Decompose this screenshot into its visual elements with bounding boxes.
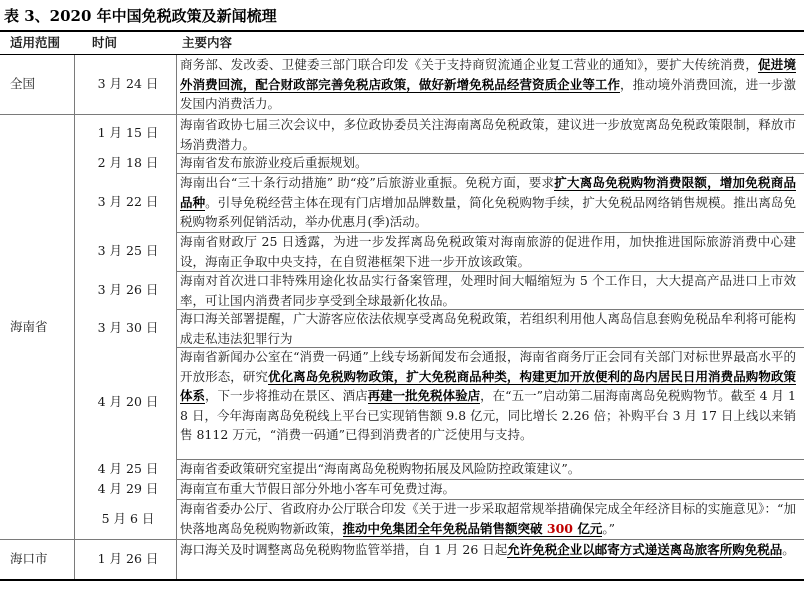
header-time: 时间 [92,35,118,50]
row-date: 1 月 26 日 [97,551,159,566]
row-content: 海南省新闻办公室在“消费一码通”上线专场新闻发布会通报，海南省商务厅正会同有关部门对标世界最高水平的开放形态，研究优化离岛免税购物政策，扩大免税商品种类，构建更加开放便利的岛内居民日用消费品购物政策体系，下一步将推动在景区、酒店再建一批免税体验店，在“五一”启动第二届海南离岛免税购物节。截至 4 月 18 日，今年海南离岛免税线上平台已实现销售额 9.8 亿元，同比增长 2.26 倍；补购平台 3 月 17 日上线以来销售 8112 万元，“消费一码通”已得到消费者的广泛使用与支持。 [180,349,796,442]
row-date: 5 月 6 日 [101,511,155,526]
row-content: 商务部、发改委、卫健委三部门联合印发《关于支持商贸流通企业复工营业的通知》，要扩大传统消费，促进境外消费回流，配合财政部完善免税店政策，做好新增免税品经营资质企业等工作，推动境外消费回流，进一步激发国内消费活力。 [180,57,796,111]
row-content: 海南省委政策研究室提出“海南离岛免税购物拓展及风险防控政策建议”。 [180,461,581,476]
row-content: 海口海关及时调整离岛免税购物监管举措，自 1 月 26 日起允许免税企业以邮寄方式递送离岛旅客所购免税品。 [180,542,795,557]
row-date: 3 月 22 日 [97,194,159,209]
row-date: 4 月 20 日 [97,394,159,409]
row-date: 3 月 30 日 [97,320,159,335]
row-content: 海南出台“三十条行动措施” 助“疫”后旅游业重振。免税方面，要求扩大离岛免税购物消费限额，增加免税商品品种。引导免税经营主体在现有门店增加品牌数量，简化免税购物手续，扩大免税品网络销售规模。推出离岛免税购物系列促销活动，举办优惠月(季)活动。 [180,175,796,229]
row-date: 3 月 26 日 [97,282,159,297]
row-content: 海南省发布旅游业疫后重振规划。 [180,155,368,170]
col-divider-1 [74,540,75,579]
table-bottom-rule [0,579,804,581]
row-date: 1 月 15 日 [97,125,159,140]
row-content: 海南省财政厅 25 日透露，为进一步发挥离岛免税政策对海南旅游的促进作用，加快推进国际旅游消费中心建设，海南正争取中央支持，在自贸港框架下进一步开放该政策。 [180,234,796,269]
col-divider-2 [176,540,177,579]
col-divider-2 [176,55,177,539]
region-hainan: 海南省 [10,319,48,334]
row-content: 海南宣布重大节假日部分外地小客车可免费过海。 [180,481,456,496]
row-content: 海口海关部署提醒，广大游客应依法依规享受离岛免税政策，若组织利用他人离岛信息套购免税品牟利将可能构成走私违法犯罪行为 [180,311,796,346]
row-date: 3 月 25 日 [97,243,159,258]
row-date: 2 月 18 日 [97,155,159,170]
header-content: 主要内容 [182,35,233,50]
row-date: 4 月 29 日 [97,481,159,496]
region-haikou: 海口市 [10,551,48,566]
row-content: 海南对首次进口非特殊用途化妆品实行备案管理，处理时间大幅缩短为 5 个工作日，大大提高产品进口上市效率，可让国内消费者同步享受到全球最新化妆品。 [180,273,796,308]
table-top-rule [0,30,804,32]
row-date: 3 月 24 日 [97,76,159,91]
header-region: 适用范围 [10,35,61,50]
table-title: 表 3、2020 年中国免税政策及新闻梳理 [4,7,277,25]
row-content: 海南省政协七届三次会议中，多位政协委员关注海南离岛免税政策，建议进一步放宽离岛免税政策限制，释放市场消费潜力。 [180,117,796,152]
row-date: 4 月 25 日 [97,461,159,476]
region-national: 全国 [10,76,36,91]
row-content: 海南省委办公厅、省政府办公厅联合印发《关于进一步采取超常规举措确保完成全年经济目标的实施意见》：“加快落地离岛免税购物新政策，推动中免集团全年免税品销售额突破 300 亿元。” [180,501,796,536]
col-divider-1 [74,55,75,539]
